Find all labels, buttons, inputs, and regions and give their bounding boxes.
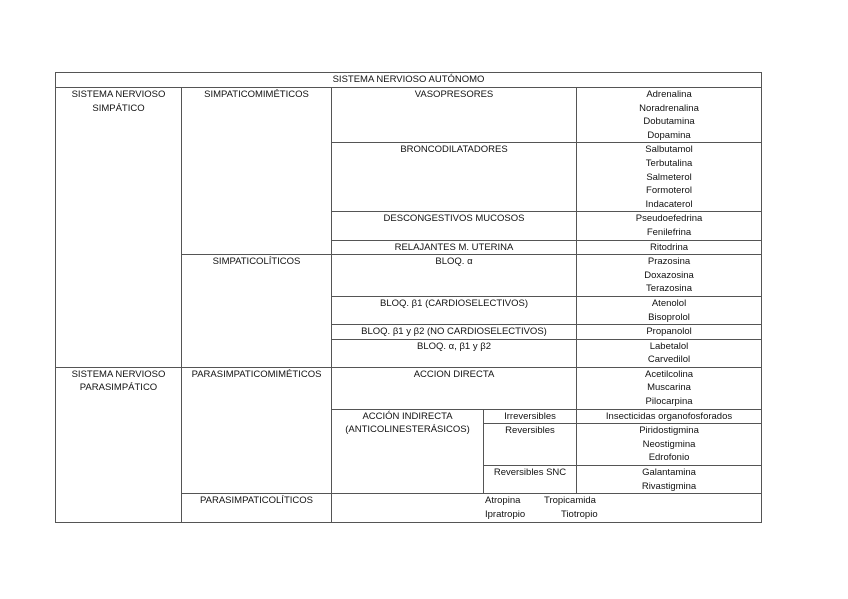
drugs-bloq-mixto: Labetalol Carvedilol <box>577 339 762 367</box>
drug-tropicamida: Tropicamida <box>544 495 596 507</box>
type-reversibles: Reversibles <box>484 424 577 466</box>
drugs-accion-directa: Acetilcolina Muscarina Pilocarpina <box>577 367 762 409</box>
drugs-reversibles: Piridostigmina Neostigmina Edrofonio <box>577 424 762 466</box>
subgroup-bloq-alfa: BLOQ. α <box>332 255 577 297</box>
table-title: SISTEMA NERVIOSO AUTÓNOMO <box>56 73 762 88</box>
type-reversibles-snc: Reversibles SNC <box>484 466 577 494</box>
drug-atropina: Atropina <box>485 495 521 507</box>
type-irreversibles: Irreversibles <box>484 409 577 424</box>
subgroup-descongestivos: DESCONGESTIVOS MUCOSOS <box>332 212 577 240</box>
table-row <box>56 367 762 409</box>
subgroup-bloq-mixto: BLOQ. α, β1 y β2 <box>332 339 577 367</box>
subgroup-vasopresores: VASOPRESORES <box>332 88 577 143</box>
subgroup-accion-indirecta: ACCIÓN INDIRECTA (ANTICOLINESTERÁSICOS) <box>332 409 484 494</box>
drugs-irreversibles: Insecticidas organofosforados <box>577 409 762 424</box>
group-simpaticoliticos: SIMPATICOLÍTICOS <box>182 255 332 368</box>
group-simpaticomimeticos: SIMPATICOMIMÉTICOS <box>182 88 332 255</box>
drugs-broncodilatadores: Salbutamol Terbutalina Salmeterol Formoterol Indacaterol <box>577 143 762 212</box>
subgroup-accion-directa: ACCION DIRECTA <box>332 367 577 409</box>
drugs-reversibles-snc: Galantamina Rivastigmina <box>577 466 762 494</box>
subgroup-bloq-b1b2: BLOQ. β1 y β2 (NO CARDIOSELECTIVOS) <box>332 325 577 340</box>
group-parasimpaticomimeticos: PARASIMPATICOMIMÉTICOS <box>182 367 332 493</box>
drug-ipratropio: Ipratropio <box>485 509 526 521</box>
drugs-bloq-b1: Atenolol Bisoprolol <box>577 296 762 324</box>
drugs-vasopresores: Adrenalina Noradrenalina Dobutamina Dopamina <box>577 88 762 143</box>
title-row <box>56 73 762 88</box>
subgroup-broncodilatadores: BRONCODILATADORES <box>332 143 577 212</box>
drugs-bloq-b1b2: Propanolol <box>577 325 762 340</box>
table-row <box>56 88 762 143</box>
drugs-parasimpaticoliticos <box>332 494 762 523</box>
system-cell-parasimpatico: SISTEMA NERVIOSO PARASIMPÁTICO <box>56 367 182 522</box>
drug-tiotropio: Tiotropio <box>561 509 598 521</box>
subgroup-bloq-b1: BLOQ. β1 (CARDIOSELECTIVOS) <box>332 296 577 324</box>
drugs-descongestivos: Pseudoefedrina Fenilefrina <box>577 212 762 240</box>
autonomic-drugs-table <box>55 72 762 523</box>
drugs-bloq-alfa: Prazosina Doxazosina Terazosina <box>577 255 762 297</box>
group-parasimpaticoliticos: PARASIMPATICOLÍTICOS <box>182 494 332 523</box>
system-cell-simpatico: SISTEMA NERVIOSO SIMPÁTICO <box>56 88 182 368</box>
drugs-relajantes: Ritodrina <box>577 240 762 255</box>
subgroup-relajantes: RELAJANTES M. UTERINA <box>332 240 577 255</box>
